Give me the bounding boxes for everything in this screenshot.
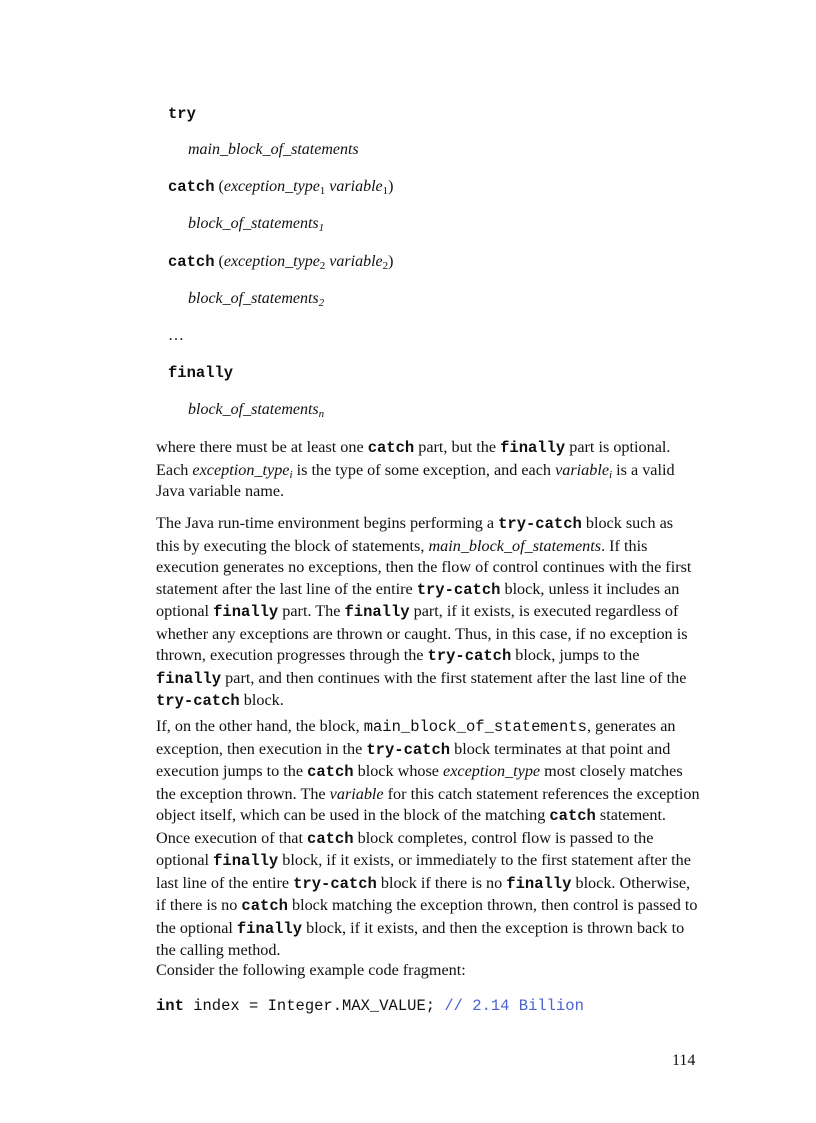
syntax-finally: finally (168, 364, 234, 382)
syntax-block-n: block_of_statements$_n$ (188, 401, 325, 420)
syntax-ellipsis: … (168, 327, 184, 344)
syntax-block-1: block_of_statements$_1$ (188, 215, 325, 234)
paragraph-execution-flow: The Java run-time environment begins performing a try-catch block such as this by executing the block of statements, main_block_of_statements. If this execution generates no exceptions, then the flow of control continues with the first statement after the last line of the entire try-catch block, unless it includes an optional finally part. The finally part, if it exists, is executed regardless of whether any exceptions are thrown or caught. Thus, in this case, if no exception is thrown, execution progresses through the try-catch block, jumps to the finally part, and then continues with the first statement after the last line of the try-catch block. (156, 514, 692, 710)
syntax-try: try (168, 105, 196, 123)
code-example-line: int index = Integer.MAX_VALUE; // 2.14 Billion (156, 997, 584, 1015)
syntax-catch-2: catch (exception_type$_2$ variable$_2$) (168, 253, 394, 272)
paragraph-exception-handling: If, on the other hand, the block, main_block_of_statements, generates an exception, then execution in the try-catch block terminates at that point and execution jumps to the catch block whose exception_type most closely matches the exception thrown. The variable for this catch statement references the exception object itself, which can be used in the block of the matching catch statement. Once execution of that catch block completes, control flow is passed to the optional finally block, if it exists, or immediately to the first statement after the last line of the entire try-catch block if there is no finally block. Otherwise, if there is no catch block matching the exception thrown, then control is passed to the optional finally block, if it exists, and then the exception is thrown back to the calling method. (156, 717, 700, 959)
paragraph-requirements: where there must be at least one catch part, but the finally part is optional. Each exception_type$_i$ is the type of some exception, and each variable$_i$ is a valid Java variable name. (156, 438, 675, 500)
syntax-block-2: block_of_statements$_2$ (188, 290, 325, 309)
paragraph-example-intro: Consider the following example code fragment: (156, 961, 466, 979)
page-number: 114 (672, 1052, 696, 1069)
syntax-main-block: main_block_of_statements (188, 141, 359, 158)
syntax-catch-1: catch (exception_type$_1$ variable$_1$) (168, 178, 394, 197)
